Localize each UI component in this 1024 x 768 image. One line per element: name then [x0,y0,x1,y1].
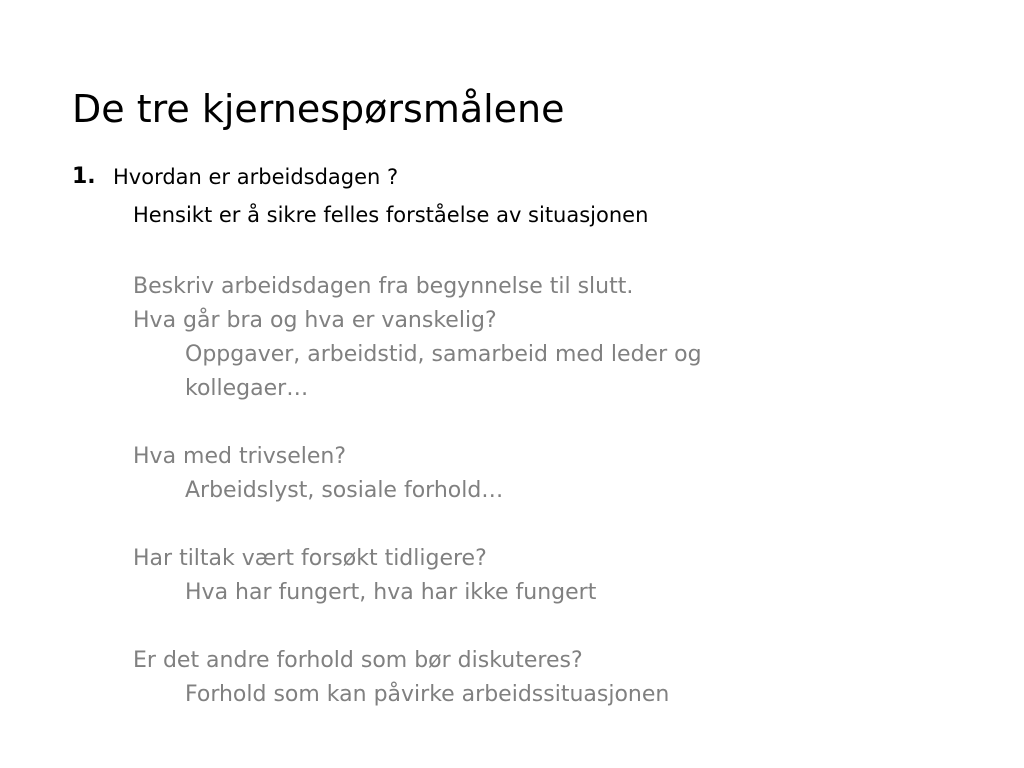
prompt-line: Har tiltak vært forsøkt tidligere? [133,546,487,571]
purpose-text: Hensikt er å sikre felles forståelse av situasjonen [133,203,649,227]
question-number: 1. [72,164,96,189]
prompt-line: Beskriv arbeidsdagen fra begynnelse til slutt. [133,274,634,299]
prompt-line: Hva går bra og hva er vanskelig? [133,308,497,333]
prompt-line: Er det andre forhold som bør diskuteres? [133,648,583,673]
prompt-line: Hva med trivselen? [133,444,347,469]
prompt-subline: Oppgaver, arbeidstid, samarbeid med leder og [185,342,702,367]
prompt-subline: Hva har fungert, hva har ikke fungert [185,580,597,605]
question-text: Hvordan er arbeidsdagen ? [113,165,399,189]
prompt-subline: Forhold som kan påvirke arbeidssituasjonen [185,682,670,707]
slide-title: De tre kjernespørsmålene [72,87,565,131]
prompt-subline: Arbeidslyst, sosiale forhold… [185,478,504,503]
prompt-subline: kollegaer… [185,376,309,401]
